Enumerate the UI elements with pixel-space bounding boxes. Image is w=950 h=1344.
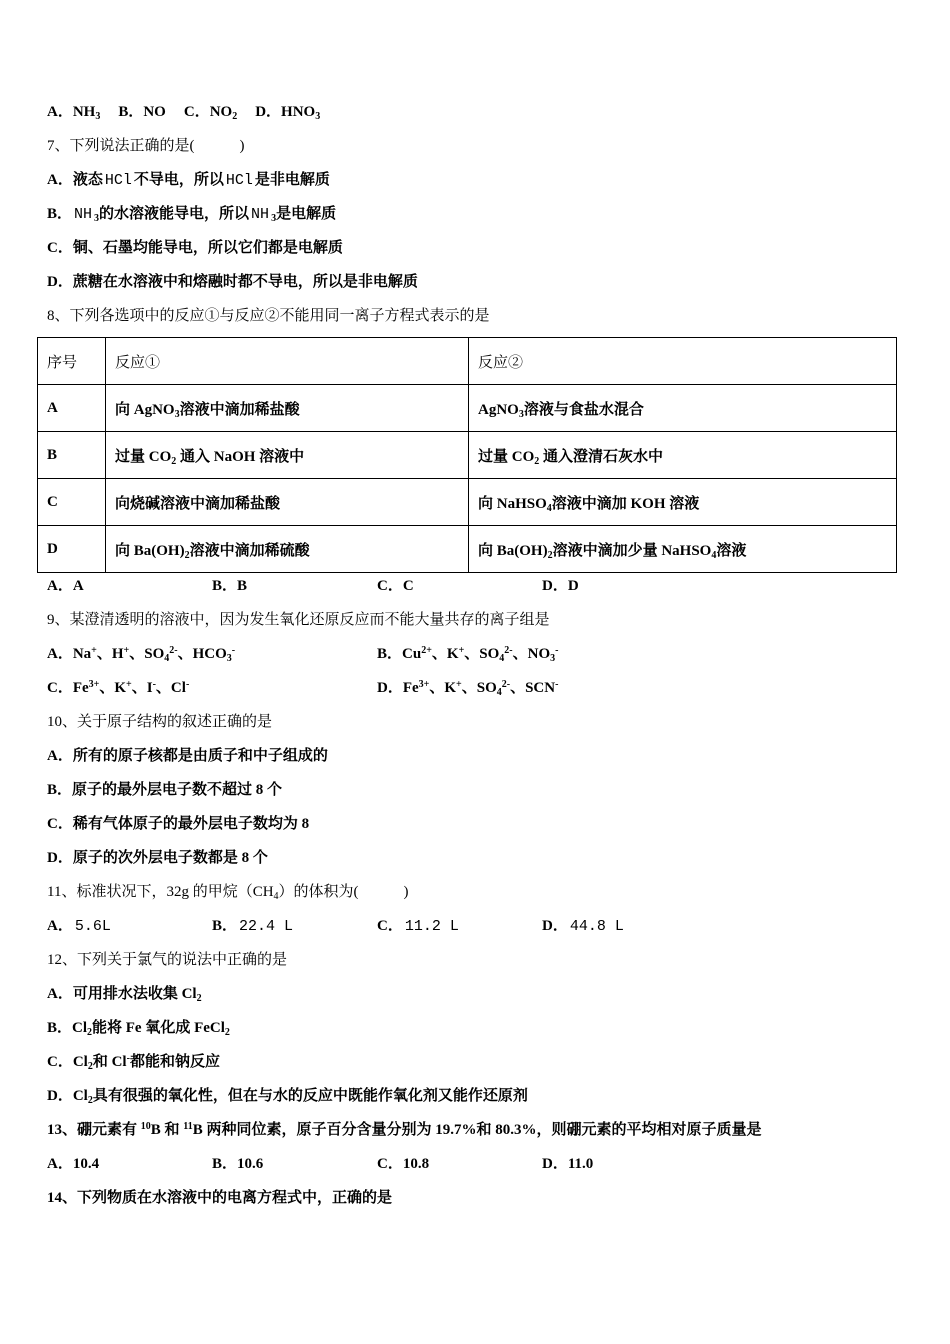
question-13-stem [0, 1113, 950, 1147]
text-run: A．NH [47, 104, 96, 120]
subscript: 3 [315, 111, 321, 122]
superscript: - [555, 678, 559, 690]
superscript: 2- [169, 644, 178, 656]
subscript: 4 [499, 653, 505, 664]
text-run: 、I [131, 680, 153, 696]
superscript: - [126, 1052, 130, 1064]
question-9-options-row-2 [0, 671, 950, 705]
question-11-option-c [377, 909, 542, 943]
subscript: 2 [547, 549, 553, 561]
reaction-2-cell [469, 432, 897, 479]
question-7-option-d: D．蔗糖在水溶液中和熔融时都不导电，所以是非电解质 [47, 274, 418, 290]
subscript: 4 [273, 891, 279, 902]
subscript: 3 [95, 111, 101, 122]
text-run: 过量 CO [115, 448, 172, 465]
text-run: 、NO [512, 646, 551, 662]
reaction-2-cell [469, 526, 897, 573]
row-label: B [38, 432, 106, 479]
text-run: D．Fe [377, 680, 419, 696]
question-9-option-b [377, 637, 707, 671]
reaction-2-cell [469, 385, 897, 432]
question-8-table [37, 337, 897, 573]
superscript: 3+ [418, 678, 430, 690]
question-8-option-a: A．A [47, 578, 84, 594]
superscript: 11 [183, 1120, 193, 1132]
text-run: HCl [225, 172, 253, 189]
superscript: + [458, 644, 465, 656]
subscript: 3 [518, 408, 524, 420]
text-run: B．Cu [377, 646, 422, 662]
row-label: D [38, 526, 106, 573]
text-run: 通入 NaOH 溶液中 [176, 448, 305, 465]
reaction-1-cell [106, 526, 469, 573]
superscript: - [185, 678, 190, 690]
question-12-stem: 12、下列关于氯气的说法中正确的是 [47, 952, 288, 968]
question-9-options-row-1 [0, 637, 950, 671]
question-6-option-d [255, 95, 320, 129]
question-13-option-d: D．11.0 [542, 1156, 594, 1172]
text-run: 、HCO [177, 646, 227, 662]
row-label: C [38, 479, 106, 526]
text-run: B．NO [118, 104, 166, 120]
subscript: 4 [496, 687, 502, 698]
text-run: C． [377, 918, 403, 934]
question-10-stem: 10、关于原子结构的叙述正确的是 [47, 714, 273, 730]
question-12-option-b [0, 1011, 950, 1045]
text-run: B． [212, 918, 238, 934]
text-run: A． [47, 918, 73, 934]
table-row [38, 385, 897, 432]
table-header-row [38, 338, 897, 385]
superscript: + [456, 678, 462, 690]
question-11-option-b [212, 909, 377, 943]
text-run: 溶液中滴加 KOH 溶液 [551, 495, 700, 512]
text-run: 22.4 L [239, 918, 294, 935]
question-6-options [0, 95, 950, 129]
text-run: D． [542, 918, 568, 934]
question-10-option-c: C．稀有气体原子的最外层电子数均为 8 [47, 816, 310, 832]
question-12-option-c [0, 1045, 950, 1079]
question-6-option-c [184, 95, 237, 129]
text-run: 44.8 L [569, 918, 624, 935]
text-run: 向 Ba(OH) [478, 542, 548, 559]
reaction-1-cell [106, 385, 469, 432]
subscript: 3 [226, 653, 232, 664]
superscript: 3+ [88, 678, 100, 690]
subscript: 3 [550, 653, 556, 664]
text-run: 通入澄清石灰水中 [539, 448, 664, 465]
question-13-option-c: C．10.8 [377, 1156, 430, 1172]
text-run: 溶液 [716, 542, 747, 559]
subscript: 4 [546, 502, 552, 514]
text-run: D．HNO [255, 104, 316, 120]
text-run: 、K [99, 680, 127, 696]
text-run: D．Cl [47, 1088, 88, 1104]
text-run: 11.2 L [404, 918, 459, 935]
superscript: + [126, 678, 132, 690]
text-run: 、K [431, 646, 459, 662]
text-run: 、SO [461, 680, 497, 696]
text-run: 不导电，所以 [133, 172, 224, 188]
text-run: 、H [96, 646, 124, 662]
subscript: 2 [534, 455, 540, 467]
text-run: 溶液中滴加稀硫酸 [189, 542, 310, 559]
subscript: 2 [171, 455, 177, 467]
question-9-option-c [47, 671, 377, 705]
question-14-stem: 14、下列物质在水溶液中的电离方程式中，正确的是 [47, 1190, 393, 1206]
question-7-option-a [0, 163, 950, 197]
table-row [38, 479, 897, 526]
question-7-stem: 7、下列说法正确的是( ) [47, 138, 245, 154]
question-6-option-a [47, 95, 100, 129]
table-row [38, 432, 897, 479]
subscript: 4 [164, 653, 170, 664]
text-run: 溶液与食盐水混合 [523, 401, 644, 418]
subscript: 2 [196, 993, 202, 1004]
superscript: 2- [501, 678, 511, 690]
text-run: B 和 [150, 1122, 184, 1138]
question-8-option-b: B．B [212, 578, 248, 594]
question-12-option-d [0, 1079, 950, 1113]
superscript: - [231, 644, 236, 656]
question-11-option-a [47, 909, 212, 943]
text-run: 溶液中滴加稀盐酸 [179, 401, 300, 418]
text-run: ）的体积为( ) [278, 884, 409, 900]
subscript: 3 [174, 408, 180, 420]
reaction-1-cell [106, 432, 469, 479]
text-run: NH [251, 206, 270, 223]
row-label: A [38, 385, 106, 432]
question-11-stem [0, 875, 950, 909]
subscript: 2 [87, 1027, 93, 1038]
question-13-options [0, 1147, 950, 1181]
text-run: 和 Cl [92, 1054, 127, 1070]
reaction-1-cell: 向烧碱溶液中滴加稀盐酸 [106, 479, 469, 526]
subscript: 4 [711, 549, 717, 561]
subscript: 3 [271, 213, 277, 224]
text-run: A．可用排水法收集 Cl [47, 986, 197, 1002]
text-run: 过量 CO [478, 448, 535, 465]
superscript: - [152, 678, 156, 690]
table-row [38, 526, 897, 573]
text-run: B 两种同位素，原子百分含量分别为 19.7%和 80.3%，则硼元素的平均相对原子质量是 [192, 1122, 762, 1138]
superscript: + [91, 644, 97, 656]
header-cell-index: 序号 [38, 338, 106, 385]
question-13-option-a: A．10.4 [47, 1156, 100, 1172]
text-run: C．NO [183, 104, 233, 120]
question-12-option-a [0, 977, 950, 1011]
question-11-options [0, 909, 950, 943]
superscript: - [555, 644, 559, 656]
header-cell-reaction-2: 反应② [469, 338, 897, 385]
subscript: 2 [184, 549, 190, 561]
text-run: 、SO [129, 646, 165, 662]
question-8-options [0, 569, 950, 603]
question-7-option-c: C．铜、石墨均能导电，所以它们都是电解质 [47, 240, 343, 256]
text-run: NH [74, 206, 93, 223]
text-run: C．Fe [47, 680, 89, 696]
subscript: 2 [87, 1061, 93, 1072]
question-7-option-b [0, 197, 950, 231]
text-run: 、SCN [510, 680, 556, 696]
subscript: 2 [87, 1095, 93, 1106]
text-run: 向 Ba(OH) [115, 542, 185, 559]
text-run: 11、标准状况下，32g 的甲烷（CH [47, 884, 274, 900]
text-run: AgNO [478, 401, 519, 418]
text-run: 的水溶液能导电，所以 [99, 206, 250, 222]
text-run: HCl [104, 172, 132, 189]
superscript: 2- [504, 644, 513, 656]
header-cell-reaction-1: 反应① [106, 338, 469, 385]
text-run: 都能和钠反应 [129, 1054, 220, 1070]
question-11-option-d [542, 909, 707, 943]
superscript: + [123, 644, 130, 656]
text-run: C．Cl [47, 1054, 88, 1070]
text-run: 向 NaHSO [478, 495, 547, 512]
text-run: 、K [429, 680, 457, 696]
text-run: 具有很强的氧化性，但在与水的反应中既能作氧化剂又能作还原剂 [92, 1088, 528, 1104]
question-9-stem: 9、某澄清透明的溶液中，因为发生氧化还原反应而不能大量共存的离子组是 [47, 612, 550, 628]
question-10-option-a: A．所有的原子核都是由质子和中子组成的 [47, 748, 328, 764]
text-run: 5.6L [74, 918, 111, 935]
text-run: 向 AgNO [115, 401, 175, 418]
question-9-option-a [47, 637, 377, 671]
question-6-option-b [118, 95, 166, 129]
question-10-option-d: D．原子的次外层电子数都是 8 个 [47, 850, 268, 866]
text-run: 、SO [464, 646, 500, 662]
subscript: 2 [224, 1027, 230, 1038]
text-run: 能将 Fe 氧化成 FeCl [92, 1020, 225, 1036]
text-run: 是非电解质 [254, 172, 330, 188]
text-run: 、Cl [155, 680, 186, 696]
text-run: B．Cl [47, 1020, 88, 1036]
text-run: 13、硼元素有 [47, 1122, 141, 1138]
question-8-option-c: C．C [377, 578, 414, 594]
superscript: 10 [140, 1120, 151, 1132]
text-run: B． [47, 206, 73, 222]
text-run: 溶液中滴加少量 NaHSO [552, 542, 712, 559]
question-9-option-d [377, 671, 707, 705]
question-10-option-b: B．原子的最外层电子数不超过 8 个 [47, 782, 283, 798]
subscript: 2 [232, 111, 238, 122]
superscript: 2+ [421, 644, 432, 656]
text-run: A．液态 [47, 172, 103, 188]
reaction-2-cell [469, 479, 897, 526]
text-run: A．Na [47, 646, 92, 662]
subscript: 3 [94, 213, 100, 224]
question-8-option-d: D．D [542, 578, 579, 594]
question-13-option-b: B．10.6 [212, 1156, 264, 1172]
text-run: 是电解质 [276, 206, 337, 222]
question-8-stem: 8、下列各选项中的反应①与反应②不能用同一离子方程式表示的是 [47, 308, 490, 324]
